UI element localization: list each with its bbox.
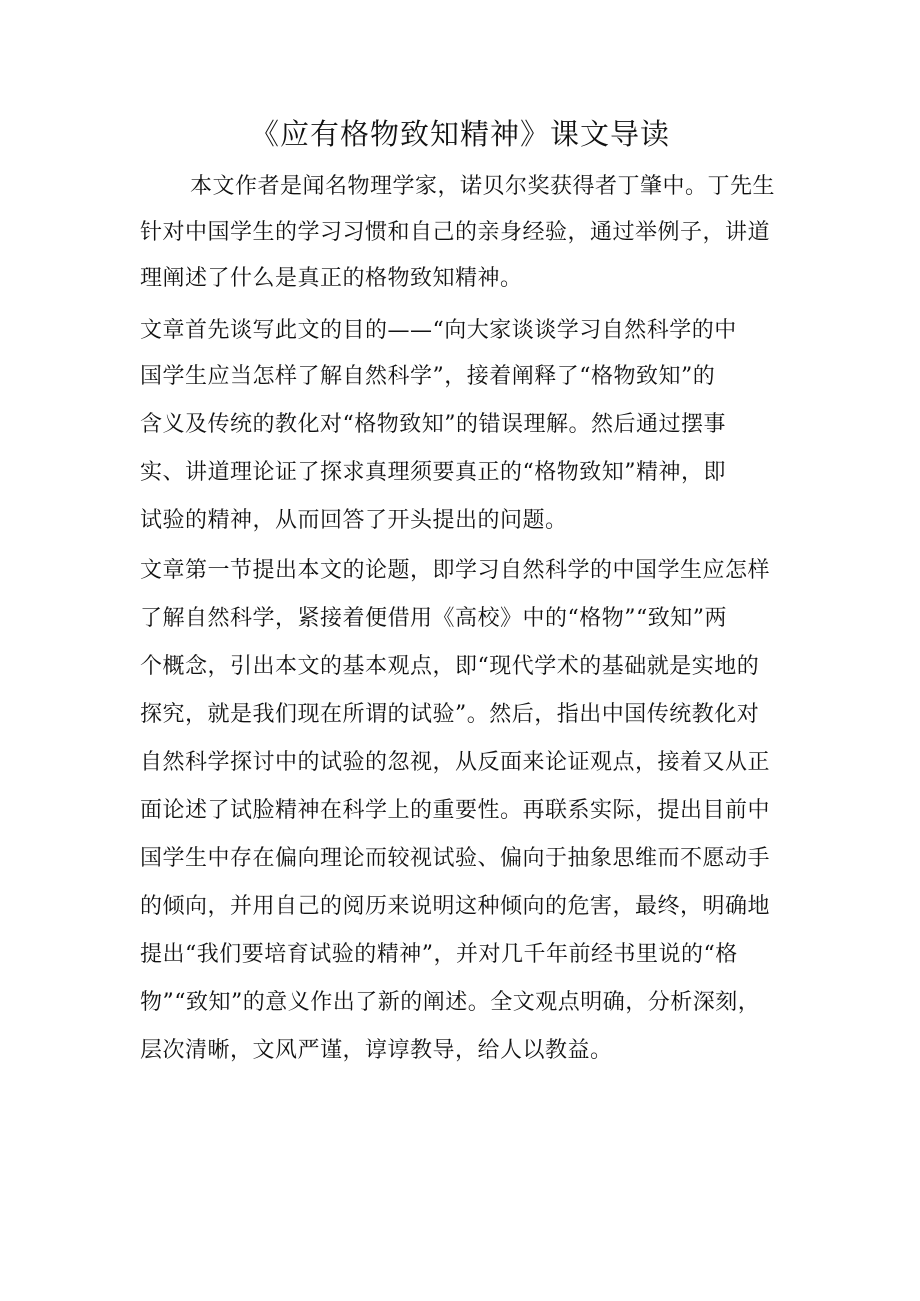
text-line-3: 理阐述了什么是真正的格物致知精神。 xyxy=(140,266,523,291)
text-line-7: 实、讲道理论证了探求真理须要真正的“格物致知”精神，即 xyxy=(140,460,726,485)
text-line-5: 国学生应当怎样了解自然科学”，接着阐释了“格物致知”的 xyxy=(140,364,716,389)
text-line-9: 文章第一节提出本文的论题，即学习自然科学的中国学生应怎样 xyxy=(140,558,771,583)
text-line-15: 国学生中存在偏向理论而较视试验、偏向于抽象思维而不愿动手 xyxy=(140,846,771,871)
text-line-17: 提出“我们要培育试验的精神”，并对几千年前经书里说的“格 xyxy=(140,942,738,967)
text-line-16: 的倾向，并用自己的阅历来说明这种倾向的危害，最终，明确地 xyxy=(140,894,771,919)
text-line-11: 个概念，引出本文的基本观点，即“现代学术的基础就是实地的 xyxy=(140,654,760,679)
text-line-1: 本文作者是闻名物理学家，诺贝尔奖获得者丁肇中。丁先生 xyxy=(190,174,776,199)
text-line-18: 物”“致知”的意义作出了新的阐述。全文观点明确，分析深刻， xyxy=(140,990,761,1015)
text-line-10: 了解自然科学，紧接着便借用《高校》中的“格物”“致知”两 xyxy=(140,606,727,631)
text-line-13: 自然科学探讨中的试验的忽视，从反面来论证观点，接着又从正 xyxy=(140,750,771,775)
text-line-19: 层次清晰，文风严谨，谆谆教导，给人以教益。 xyxy=(140,1038,613,1063)
text-line-12: 探究，就是我们现在所谓的试验”。然后，指出中国传统教化对 xyxy=(140,702,760,727)
text-line-8: 试验的精神，从而回答了开头提出的问题。 xyxy=(140,508,568,533)
text-line-2: 针对中国学生的学习习惯和自己的亲身经验，通过举例子，讲道 xyxy=(140,220,771,245)
text-line-6: 含义及传统的教化对“格物致知”的错误理解。然后通过摆事 xyxy=(140,412,726,437)
text-line-14: 面论述了试脸精神在科学上的重要性。再联系实际，提出目前中 xyxy=(140,798,771,823)
document-title: 《应有格物致知精神》课文导读 xyxy=(249,117,670,151)
text-line-4: 文章首先谈写此文的目的——“向大家谈谈学习自然科学的中 xyxy=(140,318,737,343)
